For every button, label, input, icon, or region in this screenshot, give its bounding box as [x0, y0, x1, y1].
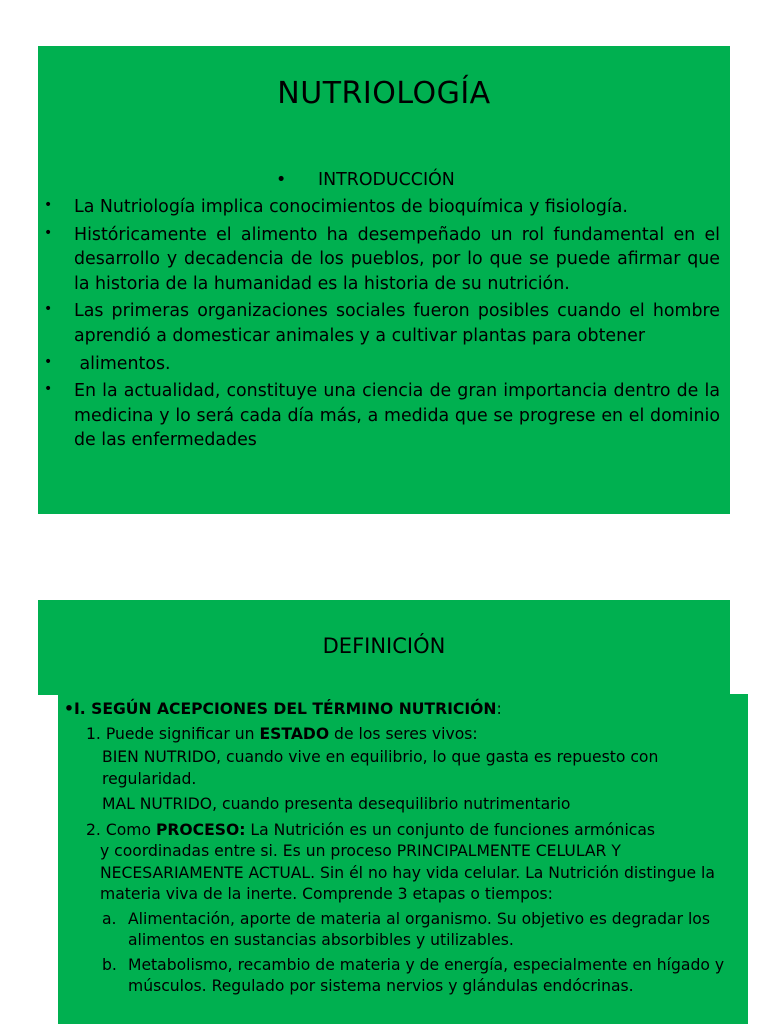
definition-heading-text: •I. SEGÚN ACEPCIONES DEL TÉRMINO NUTRICIÓN	[64, 700, 497, 718]
definition-heading-colon: :	[496, 700, 502, 718]
list-item	[44, 223, 720, 296]
definition-heading	[64, 699, 740, 721]
list-item	[44, 352, 720, 376]
intro-line	[44, 168, 720, 192]
list-marker: a.	[102, 909, 117, 928]
list-item-text: Históricamente el alimento ha desempeñado un rol fundamental en el desarrollo y decadencia de los pueblos, por lo que se puede afirmar que la historia de la humanidad es la historia de su nutrición.	[74, 225, 720, 294]
item-proceso-prefix: 2. Como	[86, 820, 156, 839]
list-marker: b.	[102, 955, 117, 974]
bullet-icon: •	[44, 381, 53, 398]
slide2-body	[64, 699, 740, 998]
intro-list	[44, 195, 720, 452]
mal-nutrido: MAL NUTRIDO, cuando presenta desequilibrio nutrimentario	[102, 795, 571, 813]
intro-heading: INTRODUCCIÓN	[318, 170, 455, 190]
list-item	[44, 195, 720, 219]
item-estado	[64, 724, 740, 746]
slide2-title: DEFINICIÓN	[322, 634, 446, 658]
bullet-icon: •	[276, 170, 287, 190]
bullet-icon: •	[44, 225, 53, 242]
bullet-icon: •	[44, 353, 53, 370]
bullet-icon: •	[44, 301, 53, 318]
item-proceso-bold: PROCESO:	[155, 820, 246, 839]
bien-nutrido: BIEN NUTRIDO, cuando vive en equilibrio, lo que gasta es repuesto con regularidad.	[102, 748, 659, 788]
list-item	[44, 299, 720, 348]
item-proceso	[64, 820, 740, 906]
list-item	[64, 909, 740, 952]
list-item	[64, 955, 740, 998]
item-estado-bold: ESTADO	[259, 724, 330, 743]
list-item-text: Metabolismo, recambio de materia y de energía, especialmente en hígado y músculos. Regulado por sistema nervios y glándulas endócrinas.	[128, 955, 725, 995]
item-proceso-first: La Nutrición es un conjunto de funciones armónicas	[245, 820, 656, 839]
bullet-icon: •	[44, 197, 53, 214]
list-item-text: Las primeras organizaciones sociales fueron posibles cuando el hombre aprendió a domesticar animales y a cultivar plantas para obtener	[74, 301, 720, 346]
slide1-title: NUTRIOLOGÍA	[277, 76, 491, 111]
item-estado-suffix: de los seres vivos:	[329, 724, 478, 743]
list-item-text: La Nutriología implica conocimientos de bioquímica y fisiología.	[74, 197, 628, 218]
list-item	[44, 379, 720, 452]
list-item-text: alimentos.	[74, 353, 171, 374]
list-item-text: En la actualidad, constituye una ciencia de gran importancia dentro de la medicina y lo será cada día más, a medida que se progrese en el dominio de las enfermedades	[74, 381, 720, 450]
item-proceso-rest: y coordinadas entre si. Es un proceso PRINCIPALMENTE CELULAR Y NECESARIAMENTE ACTUAL. Sin él no hay vida celular. La Nutrición distingue la materia viva de la inerte. Comprende 3 etapas o tiempos:	[100, 842, 715, 903]
item-estado-prefix: 1. Puede significar un	[86, 724, 260, 743]
list-item-text: Alimentación, aporte de materia al organismo. Su objetivo es degradar los alimentos en sustancias absorbibles y utilizables.	[128, 909, 710, 949]
slide1-body	[44, 168, 720, 456]
